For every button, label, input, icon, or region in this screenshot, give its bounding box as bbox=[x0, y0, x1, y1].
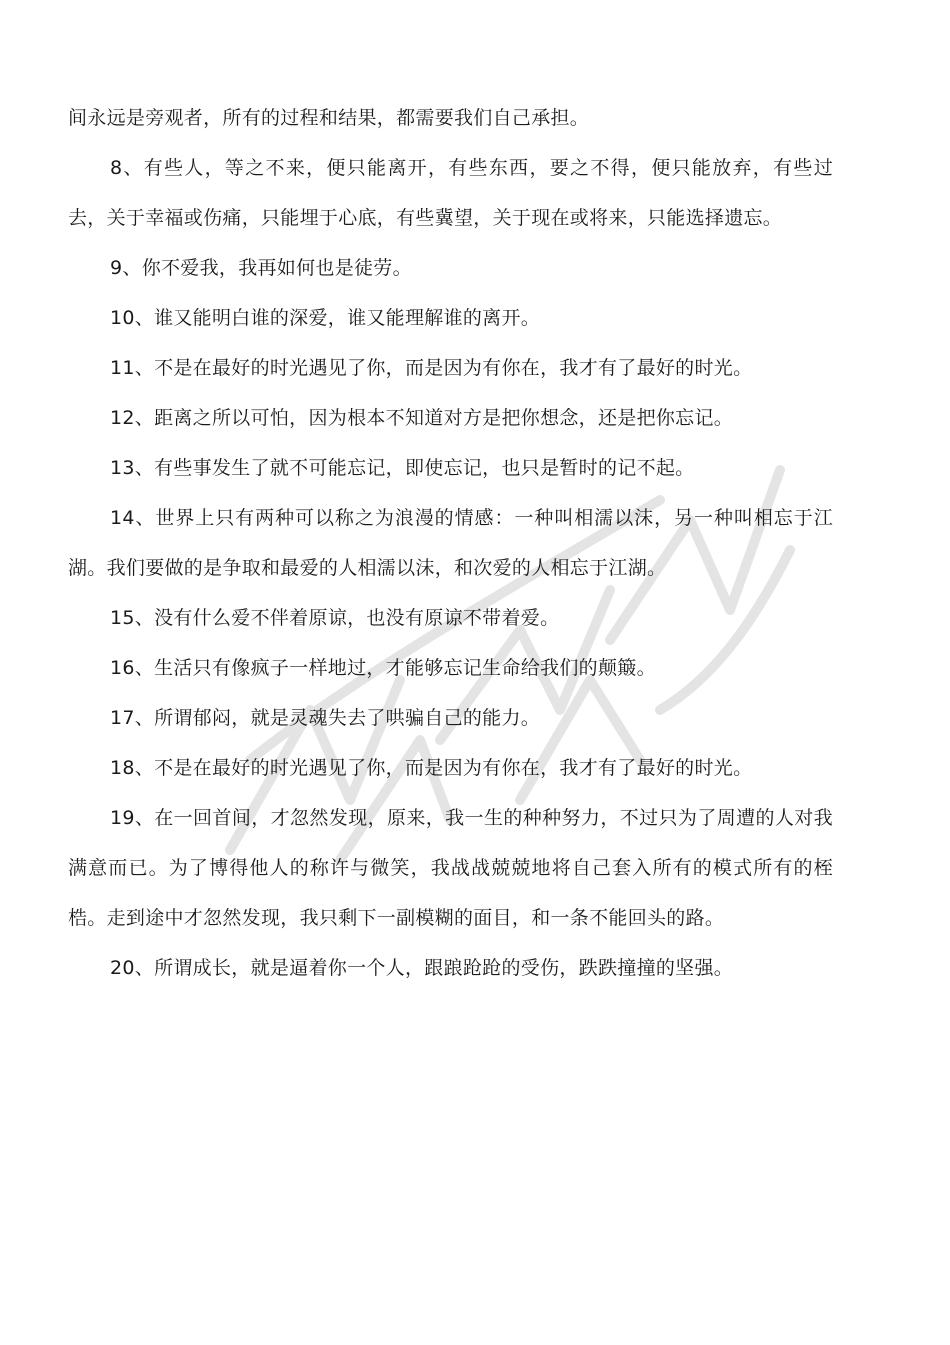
quote-19: 19、在一回首间，才忽然发现，原来，我一生的种种努力，不过只为了周遭的人对我满意而已。为了博得他人的称许与微笑，我战战兢兢地将自己套入所有的模式所有的桎梏。走到途中才忽然发现，我只剩下一副模糊的面目，和一条不能回头的路。 bbox=[68, 807, 833, 929]
quote-11: 11、不是在最好的时光遇见了你，而是因为有你在，我才有了最好的时光。 bbox=[110, 357, 753, 379]
quote-14: 14、世界上只有两种可以称之为浪漫的情感：一种叫相濡以沫，另一种叫相忘于江湖。我们要做的是争取和最爱的人相濡以沫，和次爱的人相忘于江湖。 bbox=[68, 507, 833, 579]
quote-12: 12、距离之所以可怕，因为根本不知道对方是把你想念，还是把你忘记。 bbox=[110, 407, 734, 429]
paragraph-continuation: 间永远是旁观者，所有的过程和结果，都需要我们自己承担。 bbox=[68, 107, 590, 129]
quote-20: 20、所谓成长，就是逼着你一个人，跟踉跄跄的受伤，跌跌撞撞的坚强。 bbox=[110, 957, 734, 979]
quote-15: 15、没有什么爱不伴着原谅，也没有原谅不带着爱。 bbox=[110, 607, 560, 629]
quote-13: 13、有些事发生了就不可能忘记，即使忘记，也只是暂时的记不起。 bbox=[110, 457, 695, 479]
quote-17: 17、所谓郁闷，就是灵魂失去了哄骗自己的能力。 bbox=[110, 707, 541, 729]
quote-18: 18、不是在最好的时光遇见了你，而是因为有你在，我才有了最好的时光。 bbox=[110, 757, 753, 779]
quote-9: 9、你不爱我，我再如何也是徒劳。 bbox=[110, 257, 412, 279]
quote-8: 8、有些人，等之不来，便只能离开，有些东西，要之不得，便只能放弃，有些过去，关于幸福或伤痛，只能埋于心底，有些冀望，关于现在或将来，只能选择遗忘。 bbox=[68, 157, 833, 229]
quote-10: 10、谁又能明白谁的深爱，谁又能理解谁的离开。 bbox=[110, 307, 541, 329]
quote-16: 16、生活只有像疯子一样地过，才能够忘记生命给我们的颠簸。 bbox=[110, 657, 656, 679]
quote-list bbox=[68, 93, 833, 993]
